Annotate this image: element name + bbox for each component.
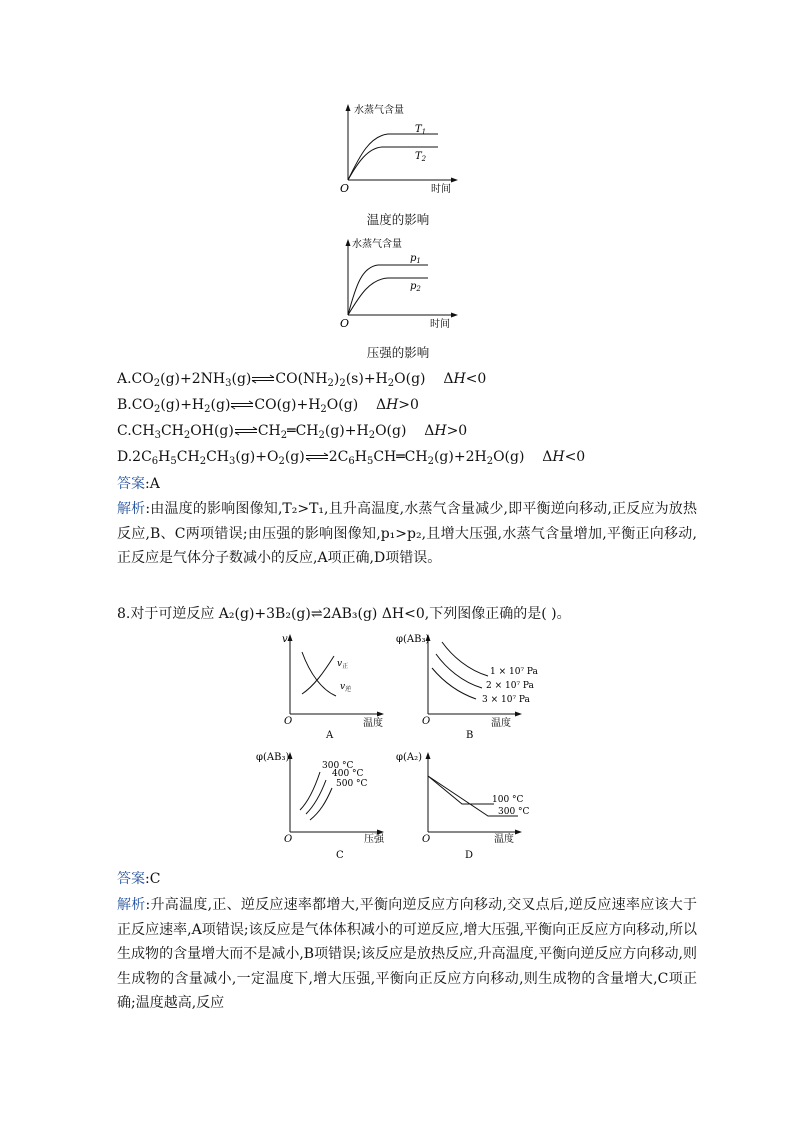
p2-label: $p_2$ xyxy=(410,281,421,293)
t2-label: $T_2$ xyxy=(415,151,427,163)
y-axis-label: φ(AB₃) xyxy=(396,634,430,645)
graph-b xyxy=(396,632,548,742)
answer-2 xyxy=(117,869,160,889)
curve-t2 xyxy=(348,147,438,180)
y-axis-label: φ(A₂) xyxy=(396,752,423,763)
temp-400-label: 400 °C xyxy=(332,769,364,779)
option-b: $B.CO_2(g)+H_2(g)$ $CO(g)+H_2O(g)$ ΔH>0 xyxy=(117,397,419,415)
curve-v-backward xyxy=(302,656,334,694)
y-axis-label: φ(AB₃) xyxy=(256,752,290,763)
pressure-effect-graph xyxy=(330,235,470,335)
x-axis-label: 时间 xyxy=(431,184,451,195)
answer-value: :C xyxy=(145,871,161,887)
x-axis-label: 温度 xyxy=(491,718,511,729)
x-axis-label: 温度 xyxy=(363,718,383,729)
answer-label: 答案 xyxy=(117,476,145,492)
option-a: $A.CO_2(g)+2NH_3(g)$ $CO(NH_2)_2(s)+H_2O(g)$ ΔH<0 xyxy=(117,371,487,389)
temp-300-label: 300 °C xyxy=(498,807,530,817)
p1-label: $p_1$ xyxy=(410,253,421,265)
curve-d-100 xyxy=(428,776,494,804)
origin-label: O xyxy=(340,317,350,330)
pressure-1-label: 1 × 10⁷ Pa xyxy=(490,667,538,677)
pressure-3-label: 3 × 10⁷ Pa xyxy=(482,695,530,705)
question-8: 8.对于可逆反应 A₂(g)+3B₂(g)⇌2AB₃(g) ΔH<0,下列图像正确的是( )。 xyxy=(117,606,571,622)
graph-c xyxy=(256,748,392,863)
pressure-caption: 压强的影响 xyxy=(366,345,430,360)
caption: A xyxy=(326,730,334,741)
v-backward-label: $v_逆$ xyxy=(340,682,352,693)
analysis-label: 解析 xyxy=(117,897,146,913)
temperature-effect-graph xyxy=(330,100,470,200)
graph-a xyxy=(280,632,392,742)
answer-1 xyxy=(117,474,160,494)
caption: B xyxy=(466,730,474,741)
origin-label: O xyxy=(340,182,350,195)
x-axis-label: 温度 xyxy=(494,834,514,845)
temperature-caption: 温度的影响 xyxy=(366,212,430,227)
pressure-2-label: 2 × 10⁷ Pa xyxy=(486,681,534,691)
analysis-2 xyxy=(117,893,697,1016)
temp-500-label: 500 °C xyxy=(336,779,368,789)
temp-100-label: 100 °C xyxy=(492,795,524,805)
y-axis-label: 水蒸气含量 xyxy=(354,105,404,116)
origin-label: O xyxy=(422,716,431,727)
caption: C xyxy=(336,850,344,861)
x-axis-label: 时间 xyxy=(430,319,450,330)
origin-label: O xyxy=(284,834,293,845)
caption: D xyxy=(465,850,474,861)
origin-label: O xyxy=(284,716,293,727)
answer-label: 答案 xyxy=(117,871,145,887)
curve-c1 xyxy=(300,772,320,810)
graph-d xyxy=(396,748,548,863)
answer-value: :A xyxy=(145,476,160,492)
curve-b1 xyxy=(442,642,488,676)
v-forward-label: $v_正$ xyxy=(337,659,349,670)
analysis-1 xyxy=(117,497,697,571)
option-d: $D.2C_6H_5CH_2CH_3(g)+O_2(g)$ $2C_6H_5CH═CH_2(g)+2H_2O(g)$ ΔH<0 xyxy=(117,449,586,467)
temp-300-label: 300 °C xyxy=(322,761,354,771)
analysis-text: :升高温度,正、逆反应速率都增大,平衡向逆反应方向移动,交叉点后,逆反应速率应该大于正反应速率,A项错误;该反应是气体体积减小的可逆反应,增大压强,平衡向正反应方向移动,所以生成物的含量增大而不是减小,B项错误;该反应是放热反应,升高温度,平衡向逆反应方向移动,则生成物的含量减小,一定温度下,增大压强,平衡向正反应方向移动,则生成物的含量增大,C项正确;温度越高,反应 xyxy=(117,897,698,1011)
t1-label: $T_1$ xyxy=(415,124,427,136)
curve-v-forward xyxy=(302,652,336,696)
option-c: $C.CH_3CH_2OH(g)$ $CH_2═CH_2(g)+H_2O(g)$ ΔH>0 xyxy=(117,423,468,441)
y-axis-label: 水蒸气含量 xyxy=(352,239,402,250)
analysis-label: 解析 xyxy=(117,501,146,517)
origin-label: O xyxy=(422,834,431,845)
analysis-text: :由温度的影响图像知,T₂>T₁,且升高温度,水蒸气含量减少,即平衡逆向移动,正反应为放热反应,B、C两项错误;由压强的影响图像知,p₁>p₂,且增大压强,水蒸气含量增加,平衡正向移动,正反应是气体分子数减小的反应,A项正确,D项错误。 xyxy=(117,501,697,566)
y-axis-label: v xyxy=(282,634,288,645)
x-axis-label: 压强 xyxy=(364,834,384,845)
